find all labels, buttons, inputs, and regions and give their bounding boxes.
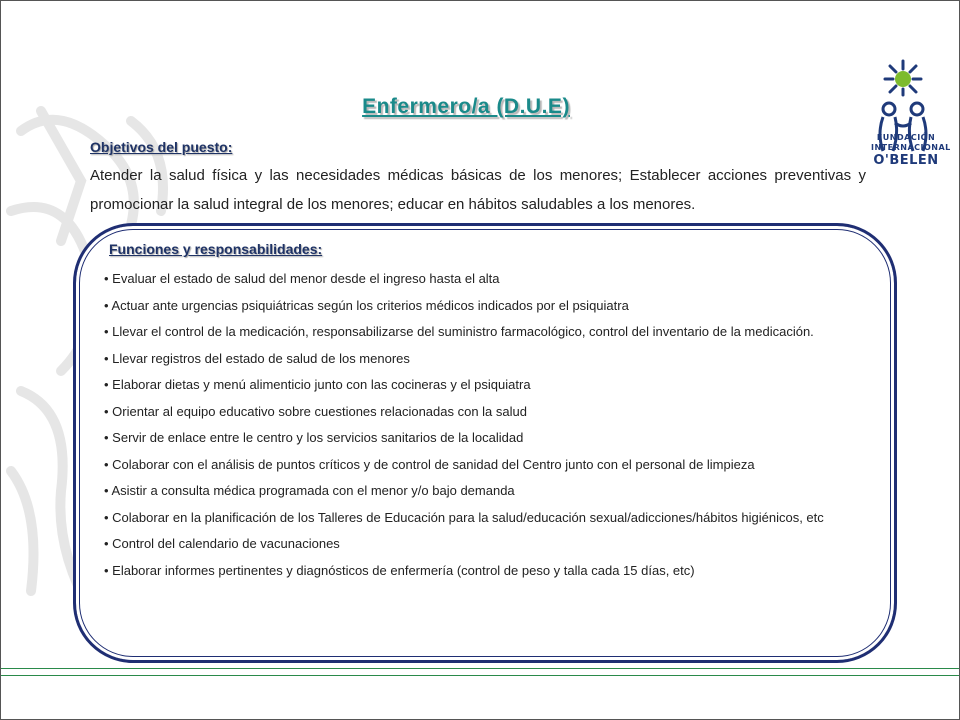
functions-heading: Funciones y responsabilidades: [109, 241, 323, 257]
functions-list [104, 266, 864, 584]
list-item: • Elaborar dietas y menú alimenticio junto con las cocineras y el psiquiatra [104, 377, 531, 392]
footer-divider [1, 668, 959, 669]
logo-text [871, 133, 951, 168]
list-item: • Colaborar con el análisis de puntos críticos y de control de sanidad del Centro junto con el personal de limpieza [104, 456, 755, 472]
list-item: • Actuar ante urgencias psiquiátricas según los criterios médicos indicados por el psiquiatra [104, 297, 629, 313]
list-item: • Evaluar el estado de salud del menor desde el ingreso hasta el alta [104, 271, 500, 286]
list-item: • Servir de enlace entre le centro y los servicios sanitarios de la localidad [104, 430, 524, 445]
logo-line-1: FUNDACIÓN [876, 133, 936, 142]
list-item: • Llevar registros del estado de salud de los menores [104, 350, 410, 366]
footer-divider [1, 675, 959, 676]
objectives-text: Atender la salud física y las necesidades médicas básicas de los menores; Establecer acciones preventivas y promocionar la salud integral de los menores; educar en hábitos saludables a los menores. [90, 167, 866, 213]
list-item: • Control del calendario de vacunaciones [104, 536, 340, 551]
list-item: • Orientar al equipo educativo sobre cuestiones relacionadas con la salud [104, 403, 527, 419]
list-item: • Llevar el control de la medicación, responsabilizarse del suministro farmacológico, control del inventario de la medicación. [104, 324, 814, 339]
list-item: • Colaborar en la planificación de los Talleres de Educación para la salud/educación sexual/adicciones/hábitos higiénicos, etc [104, 509, 824, 525]
list-item: • Asistir a consulta médica programada con el menor y/o bajo demanda [104, 483, 515, 498]
page-title: Enfermero/a (D.U.E) [362, 95, 570, 118]
logo-line-3: O'BELEN [873, 153, 939, 168]
list-item: • Elaborar informes pertinentes y diagnósticos de enfermería (control de peso y talla cada 15 días, etc) [104, 562, 695, 578]
logo-line-2: INTERNACIONAL [871, 143, 951, 152]
objectives-heading: Objetivos del puesto: [90, 139, 233, 155]
